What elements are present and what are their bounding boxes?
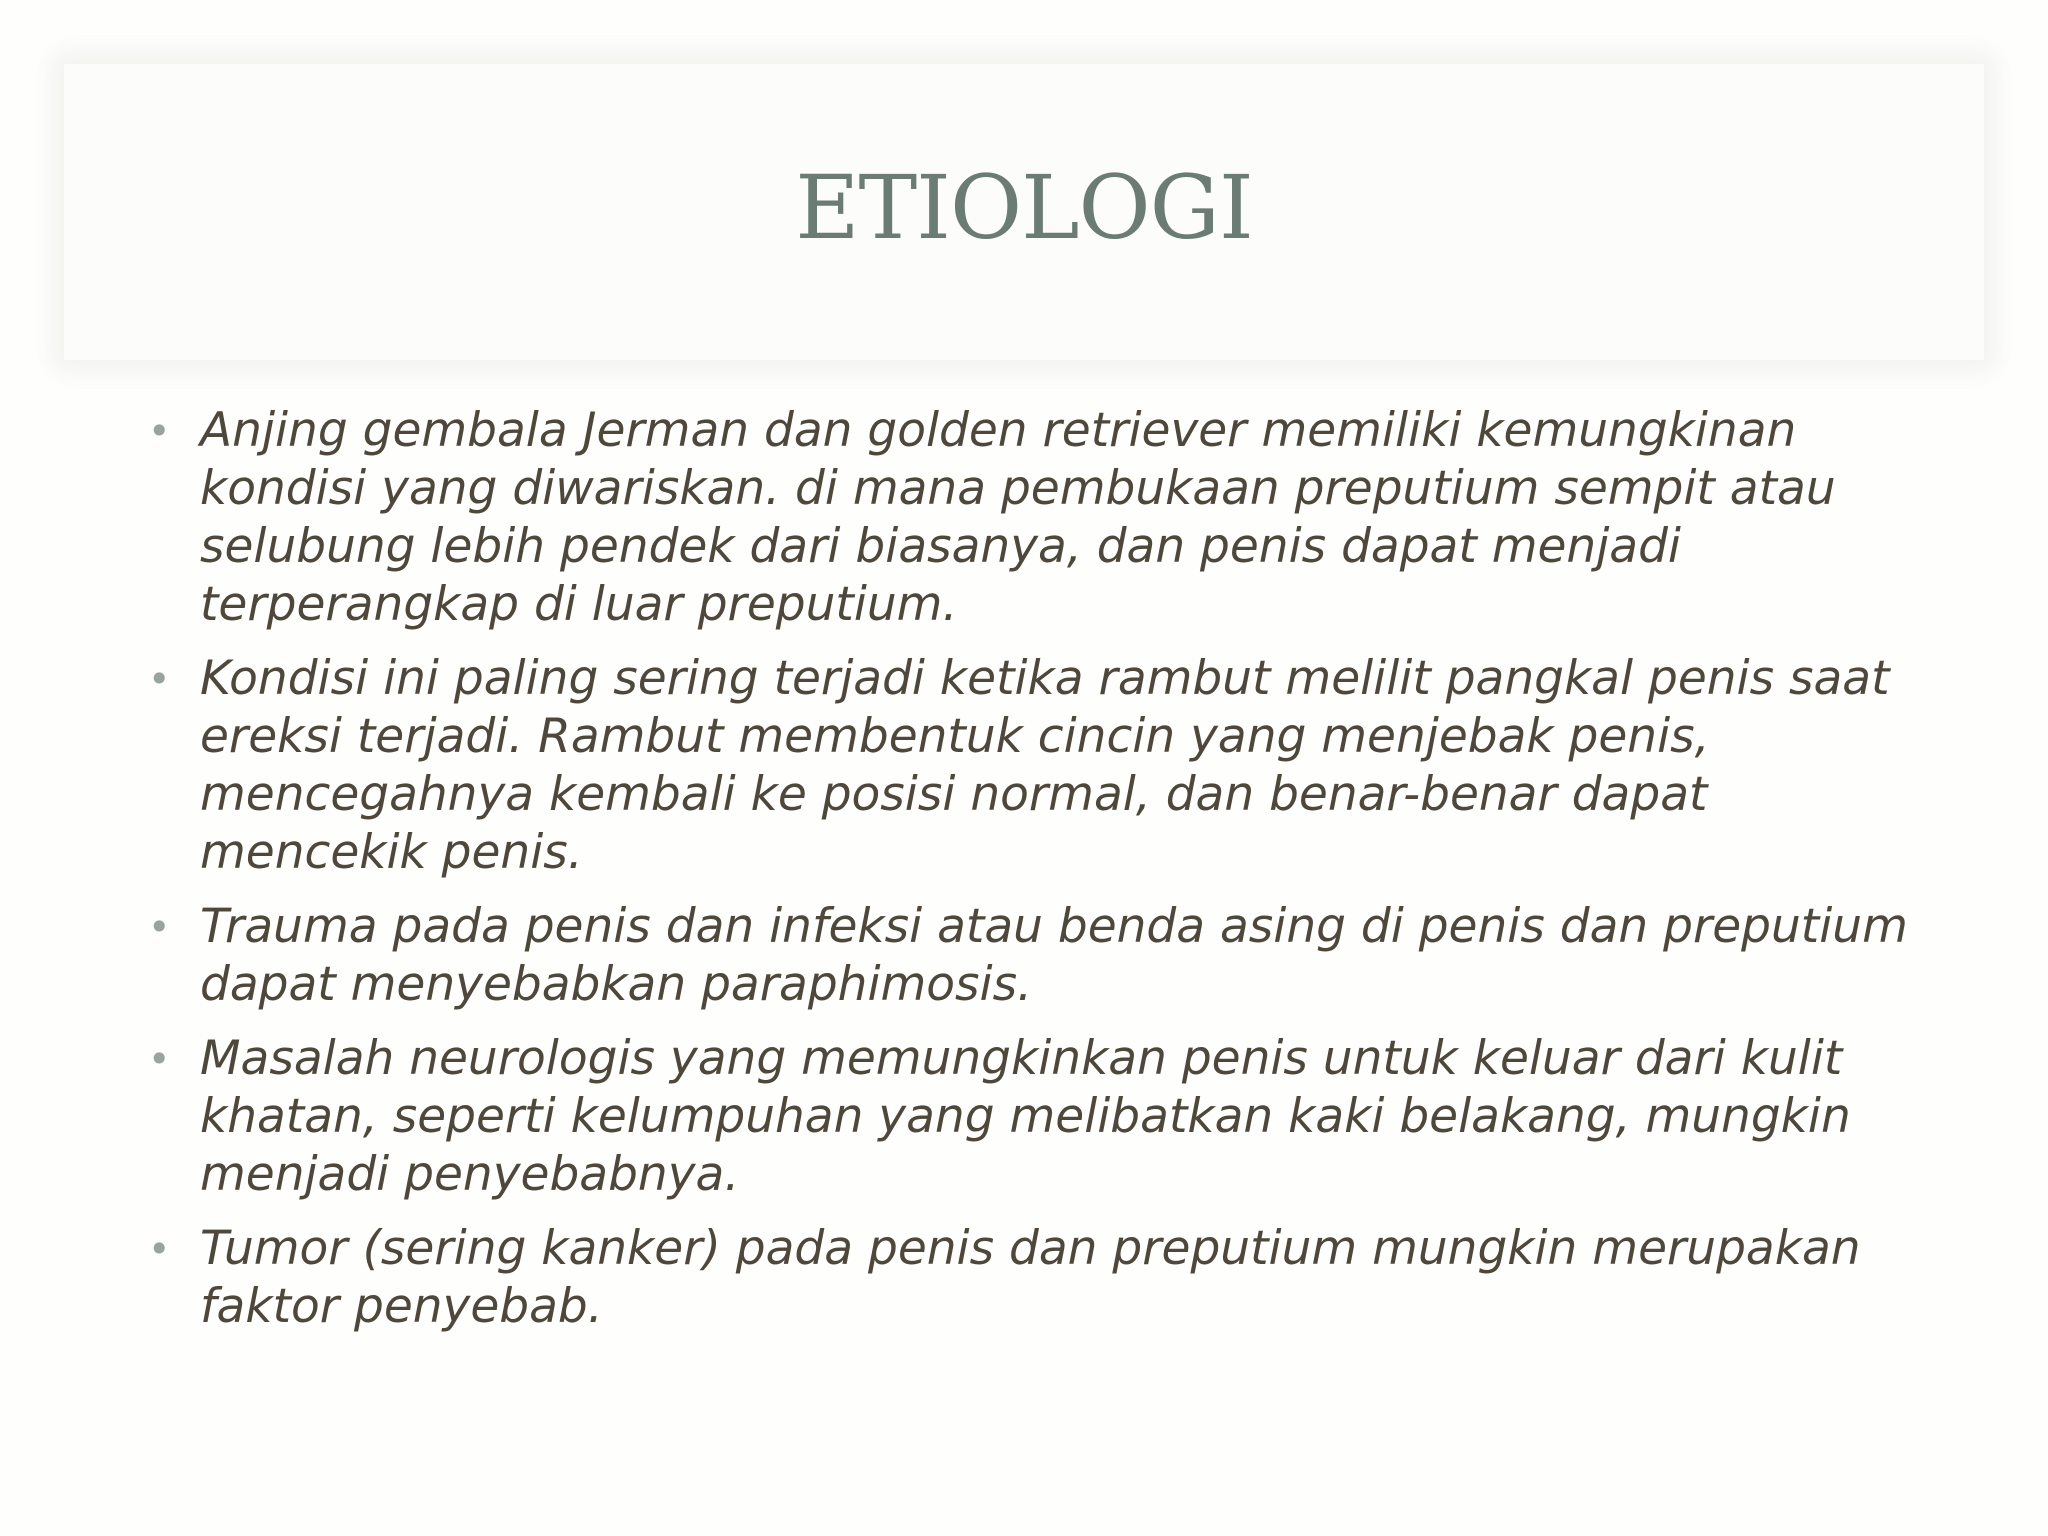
list-item: [148, 1220, 1948, 1336]
bullet-icon: •: [148, 409, 171, 453]
bullet-icon: •: [148, 1037, 171, 1081]
bullet-text: Kondisi ini paling sering terjadi ketika rambut melilit pangkal penis saat ereksi terjadi. Rambut membentuk cincin yang menjebak penis, mencegahnya kembali ke posisi normal, dan benar-benar dapat mencekik penis.: [200, 651, 1890, 880]
bullet-list: [148, 402, 1948, 1336]
bullet-icon: •: [148, 1227, 171, 1271]
list-item: [148, 898, 1948, 1014]
content-area: [148, 402, 1948, 1352]
list-item: [148, 402, 1948, 634]
bullet-text: Tumor (sering kanker) pada penis dan preputium mungkin merupakan faktor penyebab.: [200, 1221, 1861, 1334]
bullet-text: Masalah neurologis yang memungkinkan penis untuk keluar dari kulit khatan, seperti kelumpuhan yang melibatkan kaki belakang, mungkin menjadi penyebabnya.: [200, 1031, 1851, 1202]
list-item: [148, 650, 1948, 882]
bullet-icon: •: [148, 905, 171, 949]
bullet-text: Trauma pada penis dan infeksi atau benda asing di penis dan preputium dapat menyebabkan paraphimosis.: [200, 899, 1908, 1012]
list-item: [148, 1030, 1948, 1204]
bullet-text: Anjing gembala Jerman dan golden retriever memiliki kemungkinan kondisi yang diwariskan. di mana pembukaan preputium sempit atau selubung lebih pendek dari biasanya, dan penis dapat menjadi terperangkap di luar preputium.: [200, 403, 1836, 632]
bullet-icon: •: [148, 657, 171, 701]
slide-title: ETIOLOGI: [795, 156, 1253, 259]
